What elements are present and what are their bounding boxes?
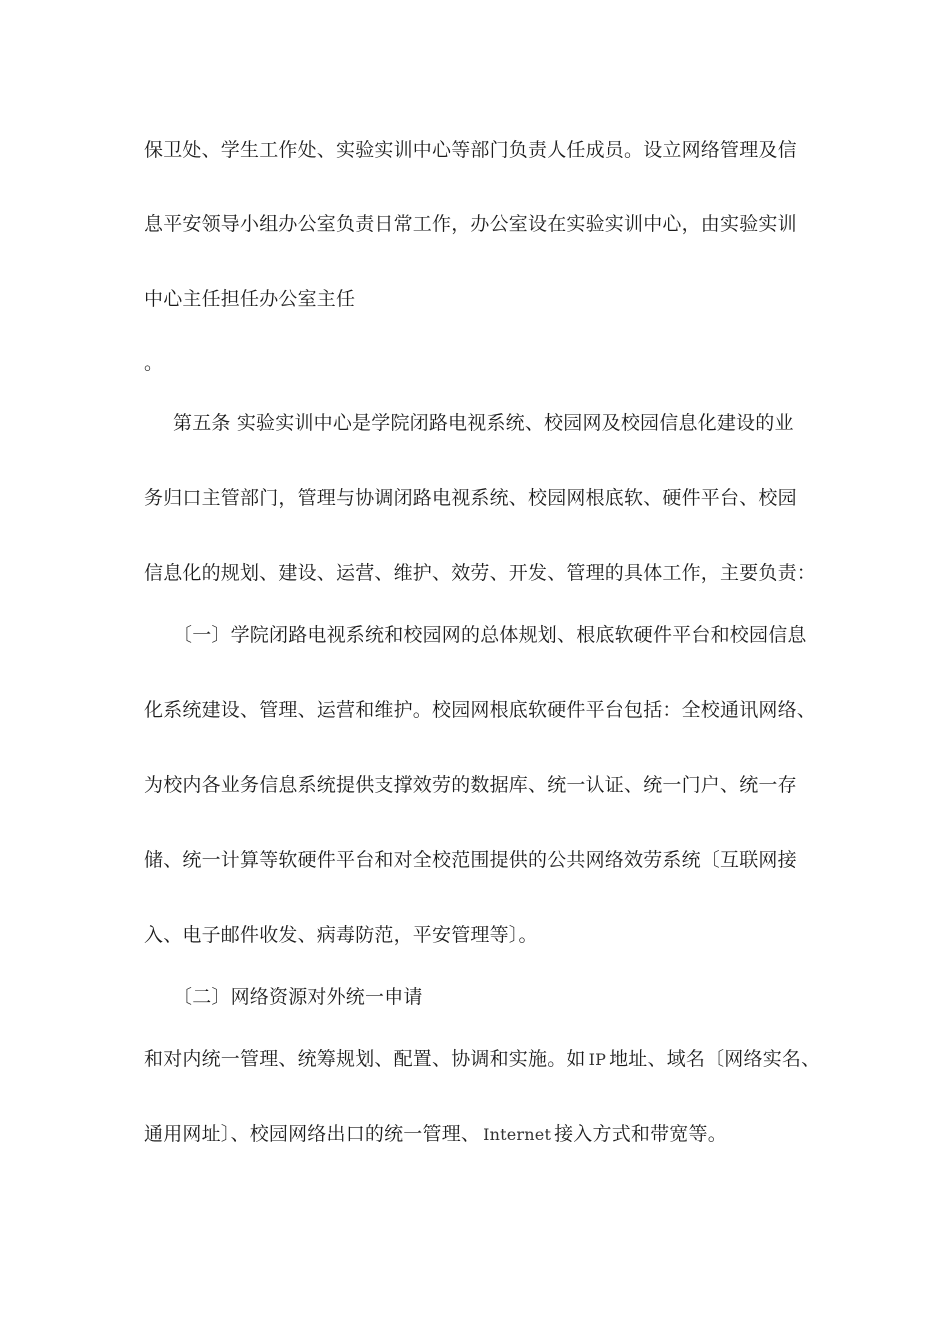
article-5-line-2: 务归口主管部门，管理与协调闭路电视系统、校园网根底软、硬件平台、校园 bbox=[144, 487, 797, 509]
internet-term: Internet bbox=[483, 1125, 552, 1144]
line-text-before-internet: 通用网址〕、校园网络出口的统一管理、 bbox=[144, 1123, 481, 1145]
ip-term: IP bbox=[588, 1050, 607, 1069]
paragraph-line-2: 息平安领导小组办公室负责日常工作，办公室设在实验实训中心，由实验实训 bbox=[144, 213, 797, 235]
paragraph-line-1: 保卫处、学生工作处、实验实训中心等部门负责人任成员。设立网络管理及信 bbox=[144, 139, 797, 161]
item-2-line-1: 〔二〕网络资源对外统一申请 bbox=[173, 986, 423, 1008]
item-1-line-4: 储、统一计算等软硬件平台和对全校范围提供的公共网络效劳系统〔互联网接 bbox=[144, 849, 797, 871]
line-text-before-ip: 和对内统一管理、统筹规划、配置、协调和实施。如 bbox=[144, 1048, 586, 1070]
item-1-line-5: 入、电子邮件收发、病毒防范，平安管理等〕。 bbox=[144, 924, 538, 946]
line-text-after-ip: 地址、域名〔网络实名、 bbox=[609, 1048, 821, 1070]
paragraph-line-3: 中心主任担任办公室主任 bbox=[144, 288, 356, 310]
paragraph-line-4: 。 bbox=[144, 352, 164, 374]
item-2-line-3 bbox=[144, 1121, 727, 1148]
article-5-line-1: 第五条 实验实训中心是学院闭路电视系统、校园网及校园信息化建设的业 bbox=[173, 412, 794, 434]
item-1-line-3: 为校内各业务信息系统提供支撑效劳的数据库、统一认证、统一门户、统一存 bbox=[144, 774, 797, 796]
item-1-line-2: 化系统建设、管理、运营和维护。校园网根底软硬件平台包括：全校通讯网络、 bbox=[144, 699, 817, 721]
item-2-line-2 bbox=[144, 1046, 820, 1073]
article-5-line-3: 信息化的规划、建设、运营、维护、效劳、开发、管理的具体工作，主要负责： bbox=[144, 562, 817, 584]
line-text-after-internet: 接入方式和带宽等。 bbox=[554, 1123, 727, 1145]
item-1-line-1: 〔一〕学院闭路电视系统和校园网的总体规划、根底软硬件平台和校园信息 bbox=[173, 624, 807, 646]
